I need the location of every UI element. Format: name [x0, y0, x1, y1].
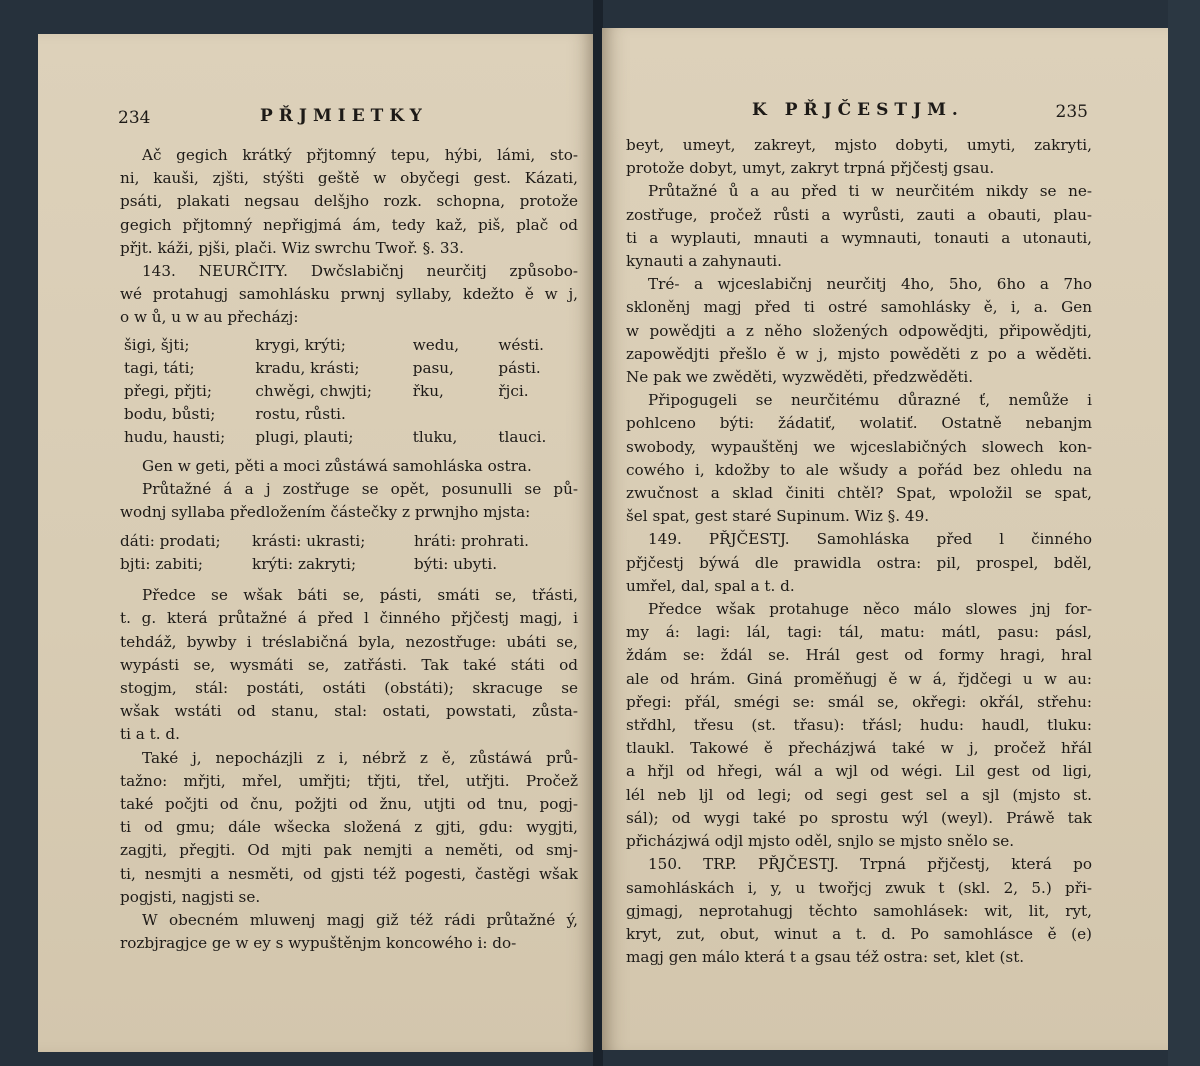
text-line: o w ů, u w au přecházj: — [120, 308, 299, 327]
left-header — [38, 104, 594, 132]
table-cell — [498, 403, 578, 426]
table-cell: chwěgi, chwjti; — [255, 381, 373, 400]
table-row — [120, 334, 578, 357]
text-line: lél neb ljl od legi; od segi gest sel a sjl (mjsto st. — [626, 785, 1092, 804]
text-line: zostřuge, pročež růsti a wyrůsti, zauti a obauti, plau- — [626, 205, 1092, 224]
page-number: 234 — [118, 108, 151, 128]
text-line: tažno: mřjti, mřel, umřjti; třjti, třel, utřjti. Pročež — [120, 771, 578, 790]
text-line: ale od hrám. Giná proměňugj ě w á, řjdčegi u w au: — [626, 669, 1092, 688]
text-line: přjčestj býwá dle prawidla ostra: pil, prospel, bděl, — [626, 553, 1092, 572]
table-cell: býti: ubyti. — [414, 555, 498, 574]
table-cell: tlauci. — [498, 427, 547, 446]
table-cell: řjci. — [498, 381, 529, 400]
text-line: zapowědjti přešlo ě w j, mjsto powěděti z po a wěděti. — [626, 344, 1092, 363]
table-cell: tluku, — [412, 427, 458, 446]
table-cell: přegi, přjti; — [124, 381, 212, 400]
text-line: my á: lagi: lál, tagi: tál, matu: mátl, pasu: pásl, — [626, 623, 1092, 642]
text-line: šel spat, gest staré Supinum. Wiz §. 49. — [626, 507, 930, 526]
text-line: Také j, nepocházjli z i, nébrž z ě, zůstáwá prů- — [142, 748, 578, 767]
text-line: w powědjti a z něho složených odpowědjti, připowědjti, — [626, 321, 1092, 340]
table-cell: šigi, šjti; — [124, 335, 190, 354]
table-cell: krýti: zakryti; — [252, 555, 357, 574]
text-line: magj gen málo která t a gsau též ostra: set, klet (st. — [626, 948, 1025, 967]
text-line: W obecném mluwenj magj giž též rádi průtažné ý, — [142, 911, 578, 930]
text-line: pogjsti, nagjsti se. — [120, 887, 261, 906]
table-cell: hráti: prohrati. — [414, 532, 530, 551]
text-line: Průtažné ů a au před ti w neurčitém nikdy se ne- — [648, 182, 1092, 201]
text-line: přicházjwá odjl mjsto oděl, snjlo se mjsto snělo se. — [626, 832, 1015, 851]
text-line: zagjti, přegjti. Od mjti pak nemjti a neměti, od smj- — [120, 841, 578, 860]
text-line: přjt. káži, pjši, plači. Wiz swrchu Twoř. §. 33. — [120, 238, 464, 257]
text-line: zwučnost a sklad činiti chtěl? Spat, wpoložil se spat, — [626, 484, 1092, 503]
left-body — [120, 144, 578, 955]
text-line: umřel, dal, spal a t. d. — [626, 576, 795, 595]
running-head: K PŘJČESTJM. — [752, 100, 964, 120]
text-line: Připogugeli se neurčitému důrazné ť, nemůže i — [648, 391, 1092, 410]
page-number: 235 — [1055, 102, 1088, 122]
table-cell: bjti: zabiti; — [120, 555, 204, 574]
text-line: pohlceno býti: žádatiť, wolatiť. Ostatně nebanjm — [626, 414, 1092, 433]
verb-table — [120, 334, 578, 449]
table-cell: rostu, růsti. — [255, 404, 346, 423]
text-line: Ač gegich krátký přjtomný tepu, hýbi, lámi, sto- — [142, 146, 578, 164]
table-row — [120, 553, 578, 576]
text-line: samohláskách i, y, u twořjcj zwuk t (skl. 2, 5.) při- — [626, 878, 1092, 897]
table-cell: wésti. — [498, 335, 544, 354]
text-line: t. g. která průtažné á před l činného přjčestj magj, i — [120, 609, 578, 628]
text-line: protože dobyt, umyt, zakryt trpná přjčestj gsau. — [626, 159, 995, 178]
table-cell: hudu, hausti; — [124, 427, 226, 446]
text-line: Předce wšak protahuge něco málo slowes jnj for- — [648, 600, 1092, 619]
text-line: 150. TRP. PŘJČESTJ. Trpná přjčestj, která po — [648, 855, 1092, 874]
table-cell — [413, 403, 499, 426]
text-line: kryt, zut, obut, winut a t. d. Po samohlásce ě (e) — [626, 924, 1092, 943]
table-row — [120, 403, 578, 426]
text-line: střdhl, třesu (st. třasu): třásl; hudu: haudl, tluku: — [626, 716, 1092, 735]
right-header — [602, 98, 1168, 126]
text-line: přegi: přál, smégi se: smál se, okřegi: okřál, střehu: — [626, 692, 1092, 711]
table-cell: krygi, krýti; — [255, 335, 346, 354]
text-line: wodnj syllaba předložením částečky z prwnjho mjsta: — [120, 503, 531, 522]
table-row — [120, 530, 578, 553]
text-line: ti a wyplauti, mnauti a wymnauti, tonauti a utonauti, — [626, 228, 1092, 247]
text-line: tlaukl. Takowé ě přecházjwá také w j, pročež hřál — [626, 739, 1092, 758]
text-line: tehdáž, bywby i tréslabičná byla, nezostřuge: ubáti se, — [120, 632, 578, 651]
table-cell: plugi, plauti; — [255, 427, 354, 446]
text-line: kynauti a zahynauti. — [626, 252, 782, 271]
text-line: gegich přjtomný nepřigjmá ám, tedy kaž, piš, plač od — [120, 215, 578, 234]
text-line: cowého i, kdožby to ale wšudy a pořád bez ohledu na — [626, 460, 1092, 479]
text-line: wypásti se, wysmáti se, zatřásti. Tak také státi od — [120, 655, 578, 674]
table-cell: krásti: ukrasti; — [252, 532, 366, 551]
text-line: ni, kauši, zjšti, stýšti geště w obyčegi gest. Kázati, — [120, 169, 578, 188]
text-line: Gen w geti, pěti a moci zůstáwá samohláska ostra. — [142, 456, 532, 475]
text-line: 149. PŘJČESTJ. Samohláska před l činného — [648, 530, 1092, 549]
table-cell: kradu, krásti; — [255, 358, 360, 377]
text-line: skloněnj magj před ti ostré samohlásky ě, i, a. Gen — [626, 298, 1092, 317]
right-page — [602, 28, 1168, 1050]
left-page — [38, 34, 594, 1052]
text-line: sál); od wygi také po sprostu wýl (weyl). Práwě tak — [626, 808, 1092, 827]
table-cell: řku, — [412, 381, 444, 400]
text-line: beyt, umeyt, zakreyt, mjsto dobyti, umyti, zakryti, — [626, 136, 1092, 154]
table-cell: dáti: prodati; — [120, 532, 221, 551]
text-line: ti a t. d. — [120, 725, 180, 744]
text-line: ždám se: ždál se. Hrál gest od formy hragi, hral — [626, 646, 1092, 665]
running-head: PŘJMIETKY — [260, 106, 428, 126]
table-cell: tagi, táti; — [124, 358, 195, 377]
text-line: swobody, wypauštěnj we wjceslabičných slowech kon- — [626, 437, 1092, 456]
table-cell: bodu, bůsti; — [124, 404, 216, 423]
table-cell: pasu, — [412, 358, 454, 377]
text-line: gjmagj, neprotahugj těchto samohlásek: wit, lit, ryt, — [626, 901, 1092, 920]
table-row — [120, 357, 578, 380]
text-line: psáti, plakati negsau delšjho rozk. schopna, protože — [120, 192, 578, 211]
text-line: Ne pak we zwěděti, wyzwěděti, předzwěděti. — [626, 368, 974, 387]
scan-background — [1168, 0, 1200, 1066]
text-line: stogjm, stál: postáti, ostáti (obstáti); skracuge se — [120, 679, 578, 698]
text-line: ti, nesmjti a nesměti, od gjsti též pogesti, častěgi wšak — [120, 864, 578, 883]
text-line: Tré- a wjceslabičnj neurčitj 4ho, 5ho, 6ho a 7ho — [648, 275, 1092, 294]
text-line: také počjti od čnu, požjti od žnu, utjti od tnu, pogj- — [120, 795, 578, 814]
table-cell: pásti. — [498, 358, 541, 377]
text-line: Předce se wšak báti se, pásti, smáti se, třásti, — [142, 586, 578, 605]
table-row — [120, 380, 578, 403]
text-line: ti od gmu; dále wšecka složená z gjti, gdu: wygjti, — [120, 818, 578, 837]
text-line: 143. NEURČITY. Dwčslabičnj neurčitj způsobo- — [142, 262, 578, 281]
table-cell: wedu, — [412, 335, 460, 354]
prefix-pairs-table — [120, 530, 578, 576]
right-body — [626, 134, 1092, 969]
text-line: wšak wstáti od stanu, stal: ostati, powstati, zůsta- — [120, 702, 578, 721]
text-line: Průtažné á a j zostřuge se opět, posunulli se pů- — [142, 479, 578, 498]
text-line: rozbjragjce ge w ey s wypuštěnjm koncowého i: do- — [120, 934, 517, 953]
text-line: a hřjl od hřegi, wál a wjl od wégi. Lil gest od ligi, — [626, 762, 1092, 781]
table-row — [120, 426, 578, 449]
text-line: wé protahugj samohlásku prwnj syllaby, kdežto ě w j, — [120, 285, 578, 304]
